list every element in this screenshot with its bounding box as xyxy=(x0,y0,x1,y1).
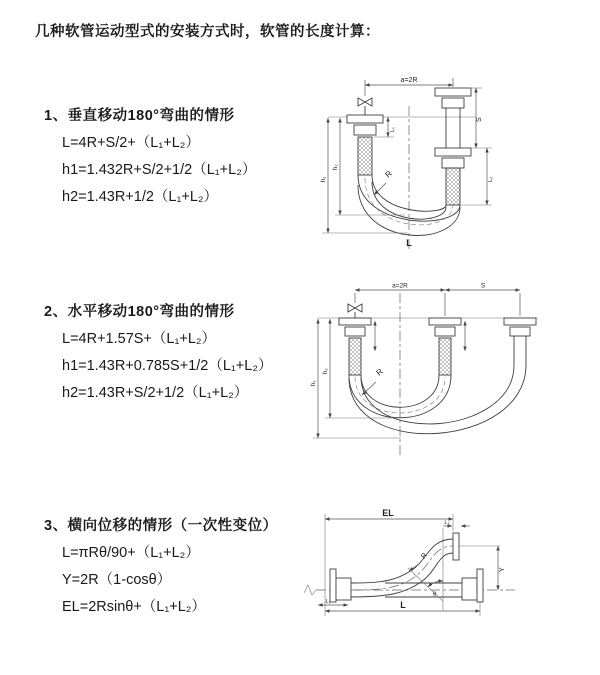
formula-line: h1=1.432R+S/2+1/2（L₁+L₂） xyxy=(62,162,257,178)
angle-label: θ xyxy=(433,592,437,598)
braided-hose-section xyxy=(349,338,361,375)
right-flange xyxy=(462,569,483,602)
braided-hose-section xyxy=(439,338,451,375)
section-horizontal-movement xyxy=(44,300,272,407)
hose-s-curve xyxy=(351,539,453,597)
page-title: 几种软管运动型式的安装方式时，软管的长度计算： xyxy=(35,24,380,40)
dim-label-el: EL xyxy=(382,508,394,518)
diagram-lateral-displacement xyxy=(300,498,600,650)
radius-label: R xyxy=(383,168,394,180)
section-heading: 2、水平移动180°弯曲的情形 xyxy=(44,304,235,320)
formula-line: L=4R+S/2+（L₁+L₂） xyxy=(62,135,200,151)
diagram-vertical-180-bend xyxy=(308,70,598,262)
right-fitting xyxy=(504,318,536,365)
right-fitting xyxy=(435,88,471,205)
valve-icon xyxy=(348,304,362,318)
pipe-break-symbol xyxy=(304,585,316,595)
dim-a2r xyxy=(355,283,520,317)
formula-line: EL=2Rsinθ+（L₁+L₂） xyxy=(62,599,206,615)
dim-label-l2: L₂ xyxy=(444,520,450,526)
radius-label: R xyxy=(420,551,429,561)
left-fitting xyxy=(347,115,383,175)
dim-label-a2r: a=2R xyxy=(392,282,408,290)
angle-construction xyxy=(408,568,443,601)
formula-line: L=4R+1.57S+（L₁+L₂） xyxy=(62,331,217,347)
dim-label-s: S xyxy=(480,282,486,290)
left-fitting xyxy=(339,318,371,375)
dim-l xyxy=(325,600,480,616)
length-label: L xyxy=(406,238,412,248)
formula-line: h2=1.43R+S/2+1/2（L₁+L₂） xyxy=(62,385,249,401)
hose-curves xyxy=(349,365,526,434)
dim-y xyxy=(498,546,506,590)
dim-label-l2: L₂ xyxy=(488,176,494,182)
left-flange xyxy=(330,569,351,602)
radius-label: R xyxy=(374,366,385,378)
dim-l2 xyxy=(443,520,470,526)
valve-icon xyxy=(358,98,372,115)
formula-line: L=πRθ/90+（L₁+L₂） xyxy=(62,545,200,561)
formula-line: Y=2R（1-cosθ） xyxy=(62,572,172,588)
radius-callout xyxy=(409,552,429,571)
braided-hose-section xyxy=(358,137,372,175)
dim-label-l1: L₁ xyxy=(390,127,396,132)
dim-label-s: S xyxy=(476,117,483,122)
section-vertical-movement xyxy=(44,104,256,211)
dim-s xyxy=(471,88,492,148)
dim-label-l1: L₁ xyxy=(325,599,331,605)
formula-line: h1=1.43R+0.785S+1/2（L₁+L₂） xyxy=(62,358,273,374)
section-heading: 1、垂直移动180°弯曲的情形 xyxy=(44,108,235,124)
middle-fitting xyxy=(429,318,461,375)
dim-label-h1: h₁ xyxy=(311,380,317,386)
dim-label-h2: h₂ xyxy=(333,164,339,170)
dim-label-h1: h₁ xyxy=(321,176,327,182)
dim-l2 xyxy=(460,148,494,205)
section-lateral-displacement xyxy=(44,514,278,621)
upper-flange xyxy=(453,533,459,560)
dim-h1 xyxy=(311,319,401,438)
section-heading: 3、横向位移的情形（一次性变位） xyxy=(44,518,278,534)
dim-label-a2r: a=2R xyxy=(400,77,418,84)
formula-line: h2=1.43R+1/2（L₁+L₂） xyxy=(62,189,219,205)
dim-label-h2: h₂ xyxy=(323,368,329,374)
diagram-horizontal-180-bend xyxy=(305,280,598,470)
braided-hose-section xyxy=(446,168,460,205)
dim-label-y: Y xyxy=(499,567,506,572)
dim-label-l: L xyxy=(400,600,406,610)
dim-s xyxy=(445,283,520,291)
